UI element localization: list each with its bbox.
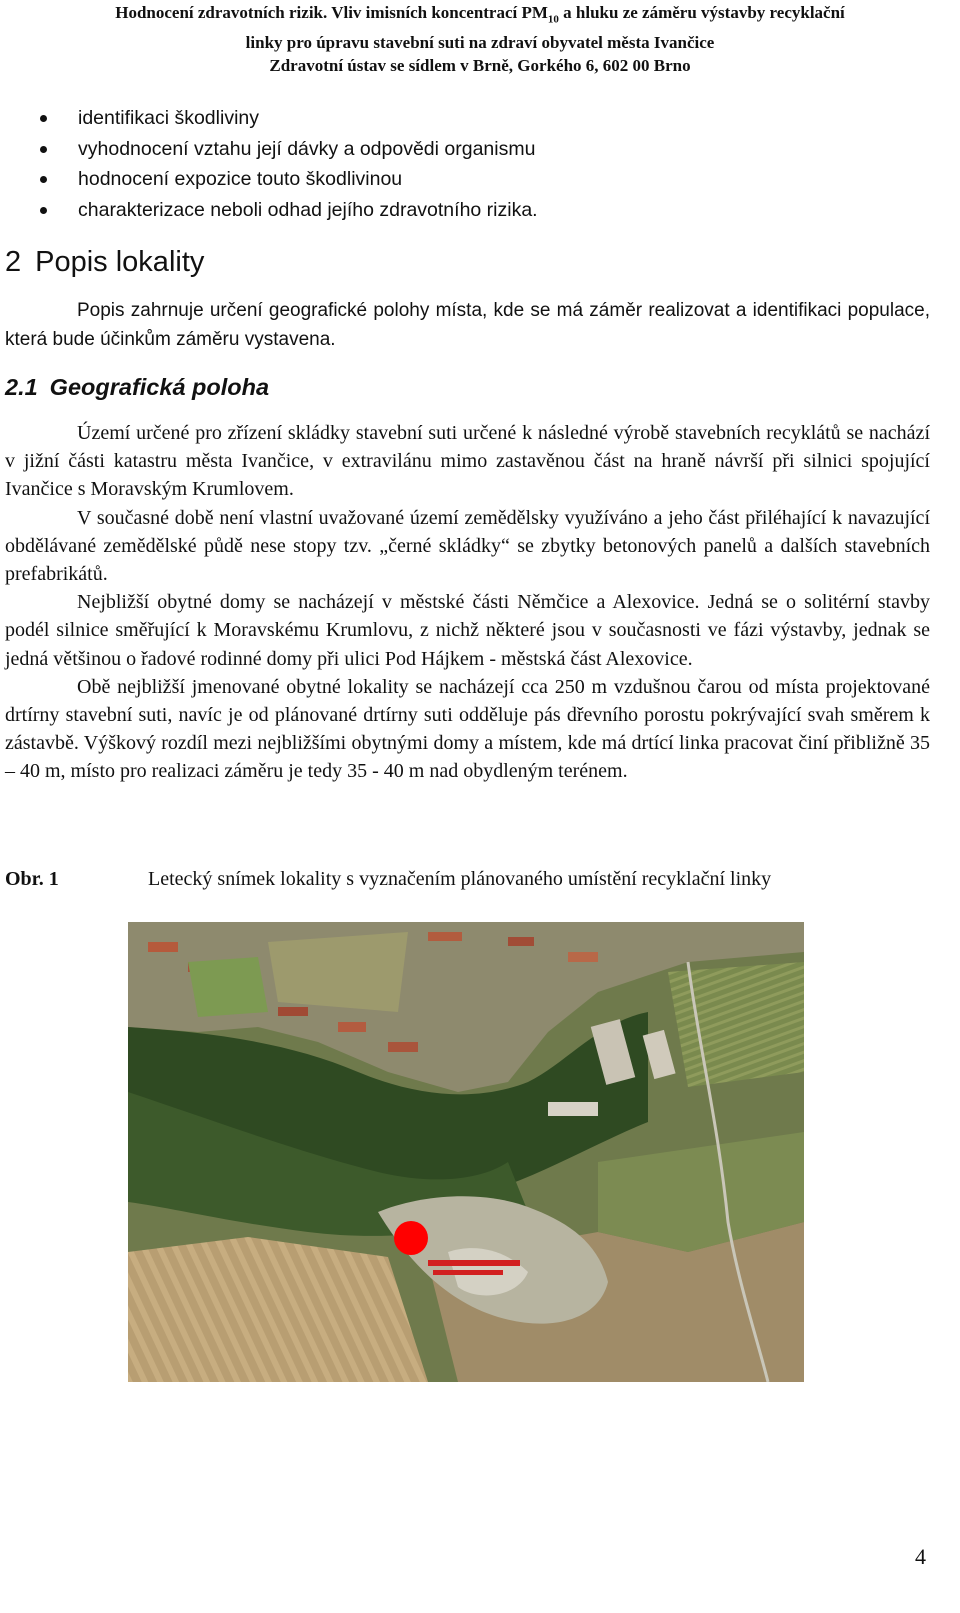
subsection-title: Geografická poloha [49,374,270,400]
list-item [40,134,538,165]
list-item-text: charakterizace neboli odhad jejího zdravotního rizika. [78,198,538,221]
section-number: 2 [5,246,22,278]
header-line-3: Zdravotní ústav se sídlem v Brně, Gorkého 6, 602 00 Brno [269,56,691,76]
list-item-text: hodnocení expozice touto škodlivinou [78,168,403,190]
bullet-icon [40,176,47,183]
paragraph: Území určené pro zřízení skládky stavební suti určené k následné výrobě stavebních recyklátů se nachází v jižní části katastru města Ivančice, v extravilánu mimo zastavěnou část na hraně návrší při silnici spojující Ivančice s Moravským Krumlovem. [5,422,930,501]
aerial-photo [128,922,804,1382]
figure-caption [5,868,771,891]
intro-text: Popis zahrnuje určení geografické polohy místa, kde se má záměr realizovat a identifikaci populace, která bude účinkům záměru vystavena. [5,300,930,350]
header-line-2: linky pro úpravu stavební suti na zdraví obyvatel města Ivančice [245,33,715,53]
intro-paragraph [5,296,930,354]
figure-caption-text: Letecký snímek lokality s vyznačením plánovaného umístění recyklační linky [148,868,772,890]
paragraph: V současné době není vlastní uvažované území zemědělsky využíváno a jeho část přiléhající k navazující obdělávané zemědělské půdě nese stopy tzv. „černé skládky“ se zbytky betonových panelů a dalších stavebních prefabrikátů. [5,506,930,586]
page-number: 4 [915,1544,926,1569]
list-item [40,103,538,134]
header-subscript: 10 [547,13,559,26]
header-line-1-text-end: a hluku ze záměru výstavby recyklační [558,3,845,22]
aerial-photo-graphic [128,922,804,1382]
page-header [0,0,960,77]
site-marker-icon [394,1221,428,1255]
header-line-1 [0,1,960,31]
list-item [40,195,538,226]
section-heading [5,246,204,279]
bullet-icon [40,146,47,153]
header-line-1-text: Hodnocení zdravotních rizik. Vliv imisních koncentrací PM [115,3,548,22]
paragraph: Nejbližší obytné domy se nacházejí v městské části Němčice a Alexovice. Jedná se o solitérní stavby podél silnice směřující k Moravskému Krumlovu, z nichž některé jsou v současnosti ve fázi výstavby, jednak se jedná většinou o řadové rodinné domy při ulici Pod Hájkem - městská část Alexovice. [5,591,930,670]
subsection-number: 2.1 [5,374,38,400]
list-item-text: vyhodnocení vztahu její dávky a odpovědi organismu [78,137,536,160]
subsection-heading [5,374,269,401]
bullet-list [40,103,538,225]
list-item [40,164,538,195]
body-text [5,419,930,786]
figure-label: Obr. 1 [5,868,59,890]
list-item-text: identifikaci škodliviny [78,107,259,129]
bullet-icon [40,115,47,122]
section-title: Popis lokality [35,246,205,278]
paragraph: Obě nejbližší jmenované obytné lokality se nacházejí cca 250 m vzdušnou čarou od místa projektované drtírny stavební suti, navíc je od plánované drtírny suti odděluje pás dřevního porostu pokrývající svah směrem k zástavbě. Výškový rozdíl mezi nejbližšími obytnými domy a místem, kde má drtící linka pracovat činí přibližně 35 – 40 m, místo pro realizaci záměru je tedy 35 - 40 m nad obydleným terénem. [5,675,930,783]
bullet-icon [40,207,47,214]
